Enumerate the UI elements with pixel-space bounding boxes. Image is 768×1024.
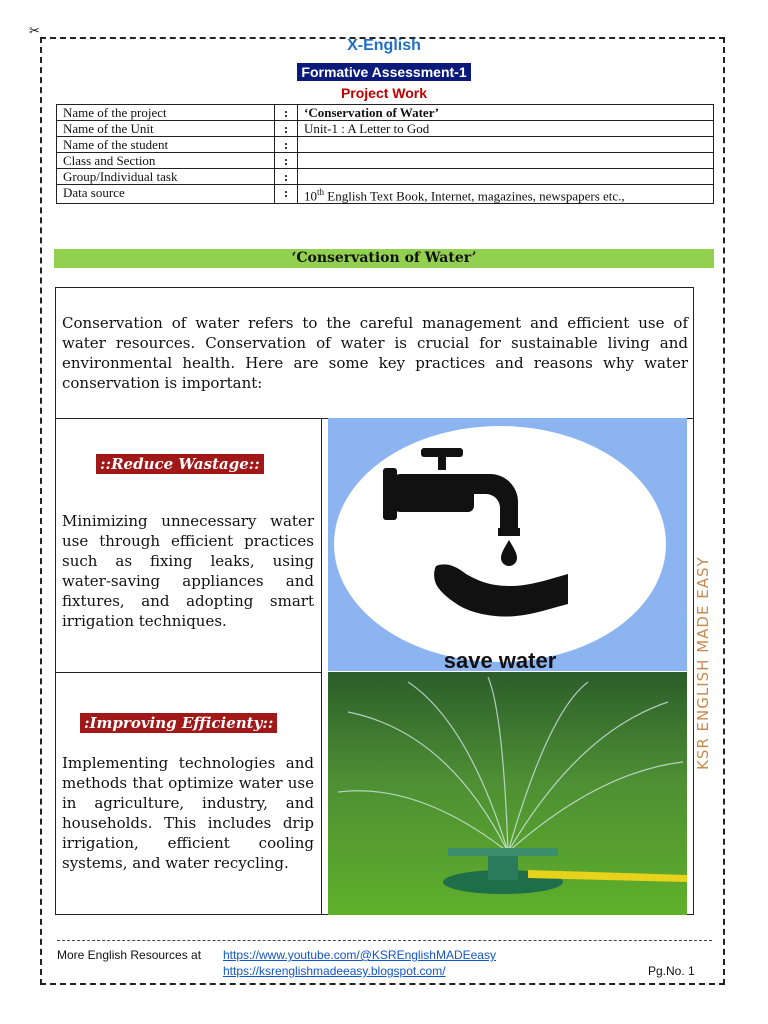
section-title-bar: ‘Conservation of Water’ (54, 249, 714, 268)
row-separator: : (275, 121, 298, 137)
row-label: Group/Individual task (57, 169, 275, 185)
reduce-wastage-text: Minimizing unnecessary water use through efficient practices such as fixing leaks, using water-saving appliances and fixtures, and adopting smart irrigation techniques. (62, 512, 314, 630)
ordinal-suffix: th (317, 187, 325, 197)
project-info-table (56, 104, 714, 204)
sprinkler-image (328, 672, 687, 915)
table-row (57, 185, 714, 204)
row-label: Data source (57, 185, 275, 204)
row-value[interactable] (298, 169, 714, 185)
row-separator: : (275, 185, 298, 204)
doc-title: X-English (347, 37, 421, 54)
footer-divider (57, 940, 712, 941)
row-separator: : (275, 153, 298, 169)
ordinal-number: 10 (304, 188, 317, 204)
scissors-icon: ✂ (29, 24, 40, 39)
row-value[interactable] (298, 153, 714, 169)
row-value (298, 185, 714, 204)
table-row (57, 105, 714, 121)
divider (321, 418, 322, 915)
intro-paragraph: Conservation of water refers to the careful management and efficient use of water resources. Conservation of water is crucial for sustainable living and environmental health. Here are some key practices and reasons why water conservation is important: (62, 314, 688, 392)
divider (55, 672, 321, 673)
row-label: Name of the student (57, 137, 275, 153)
table-row (57, 153, 714, 169)
improving-efficiency-text: Implementing technologies and methods that optimize water use in agriculture, industry, and households. This includes drip irrigation, efficient cooling systems, and water recycling. (62, 754, 314, 872)
footer-label: More English Resources at (57, 948, 202, 962)
table-row (57, 169, 714, 185)
table-row (57, 137, 714, 153)
row-separator: : (275, 169, 298, 185)
row-label: Name of the project (57, 105, 275, 121)
save-water-image (328, 418, 687, 671)
data-source-text: English Text Book, Internet, magazines, newspapers etc., (324, 188, 625, 204)
row-value: Unit-1 : A Letter to God (298, 121, 714, 137)
youtube-link[interactable]: https://www.youtube.com/@KSREnglishMADEeasy (223, 948, 496, 962)
blog-link[interactable]: https://ksrenglishmadeeasy.blogspot.com/ (223, 964, 446, 978)
save-water-illustration (328, 418, 687, 671)
row-separator: : (275, 105, 298, 121)
row-separator: : (275, 137, 298, 153)
row-value: ‘Conservation of Water’ (298, 105, 714, 121)
reduce-wastage-label: ::Reduce Wastage:: (96, 454, 264, 474)
improving-efficiency-label: :Improving Efficienty:: (80, 713, 277, 733)
table-row (57, 121, 714, 137)
doc-subtitle: Project Work (340, 85, 428, 101)
row-label: Class and Section (57, 153, 275, 169)
save-water-caption: save water (443, 648, 557, 671)
page-number: Pg.No. 1 (648, 964, 695, 978)
row-value[interactable] (298, 137, 714, 153)
row-label: Name of the Unit (57, 121, 275, 137)
sprinkler-illustration (328, 672, 687, 915)
assessment-title: Formative Assessment-1 (297, 63, 470, 81)
watermark-text: KSR ENGLISH MADE EASY (694, 556, 712, 770)
